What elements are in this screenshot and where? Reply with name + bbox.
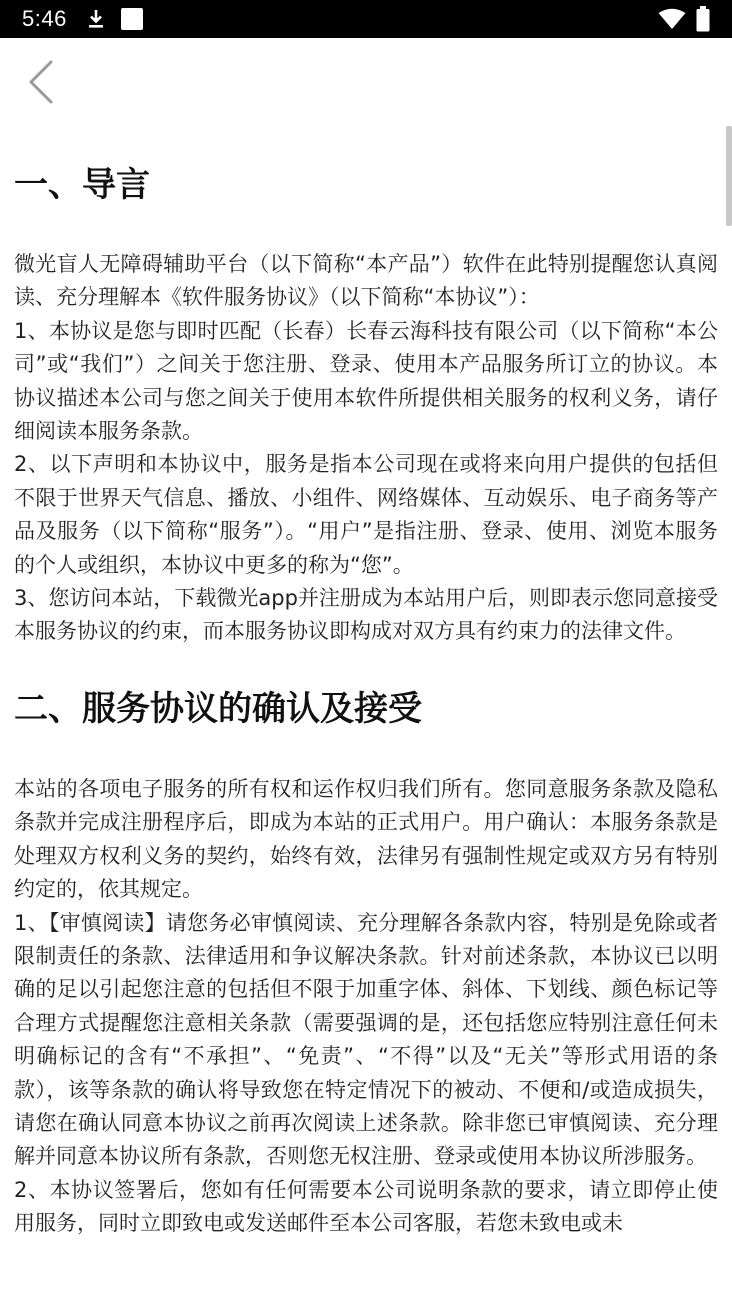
- download-icon: [86, 8, 106, 30]
- notification-square-icon: [120, 7, 144, 31]
- battery-icon: [696, 6, 710, 32]
- paragraph: 微光盲人无障碍辅助平台（以下简称“本产品”）软件在此特别提醒您认真阅读、充分理解本《软件服务协议》（以下简称“本协议”）：: [14, 252, 718, 310]
- section-title-confirmation: 二、服务协议的确认及接受: [14, 688, 422, 729]
- chevron-left-icon: [22, 58, 62, 108]
- paragraph: 2、以下声明和本协议中，服务是指本公司现在或将来向用户提供的包括但不限于世界天气信息、播放、小组件、网络媒体、互动娱乐、电子商务等产品及服务（以下简称“服务”）。“用户”是指注册、登录、使用、浏览本服务的个人或组织，本协议中更多的称为“您”。: [14, 452, 718, 577]
- paragraph: 2、本协议签署后，您如有任何需要本公司说明条款的要求，请立即停止使用服务，同时立即致电或发送邮件至本公司客服，若您未致电或未: [14, 1177, 718, 1236]
- status-bar: [0, 0, 732, 38]
- paragraph: 3、您访问本站，下载微光app并注册成为本站用户后，则即表示您同意接受本服务协议的约束，而本服务协议即构成对双方具有约束力的法律文件。: [14, 586, 718, 644]
- section-confirmation-body: [14, 773, 718, 1241]
- agreement-content[interactable]: [0, 128, 732, 1304]
- scrollbar-thumb[interactable]: [726, 126, 732, 226]
- wifi-icon: [658, 8, 686, 30]
- back-button[interactable]: [22, 58, 62, 108]
- navigation-bar: [0, 38, 732, 128]
- section-title-introduction: 一、导言: [14, 165, 150, 205]
- status-time: 5:46: [22, 6, 67, 31]
- paragraph: 1、【审慎阅读】请您务必审慎阅读、充分理解各条款内容，特别是免除或者限制责任的条款、法律适用和争议解决条款。针对前述条款，本协议已以明确的足以引起您注意的包括但不限于加重字体、斜体、下划线、颜色标记等合理方式提醒您注意相关条款（需要强调的是，还包括您应特别注意任何未明确标记的含有“不承担”、“免责”、“不得”以及“无关”等形式用语的条款），该等条款的确认将导致您在特定情况下的被动、不便和/或造成损失，请您在确认同意本协议之前再次阅读上述条款。除非您已审慎阅读、充分理解并同意本协议所有条款，否则您无权注册、登录或使用本协议所涉服务。: [14, 910, 718, 1169]
- paragraph: 1、本协议是您与即时匹配（长春）长春云海科技有限公司（以下简称“本公司”或“我们”）之间关于您注册、登录、使用本产品服务所订立的协议。本协议描述本公司与您之间关于使用本软件所提供相关服务的权利义务，请仔细阅读本服务条款。: [14, 318, 718, 444]
- paragraph: 本站的各项电子服务的所有权和运作权归我们所有。您同意服务条款及隐私条款并完成注册程序后，即成为本站的正式用户。用户确认：本服务条款是处理双方权利义务的契约，始终有效，法律另有强制性规定或双方另有特别约定的，依其规定。: [14, 776, 718, 902]
- section-introduction-body: [14, 248, 718, 649]
